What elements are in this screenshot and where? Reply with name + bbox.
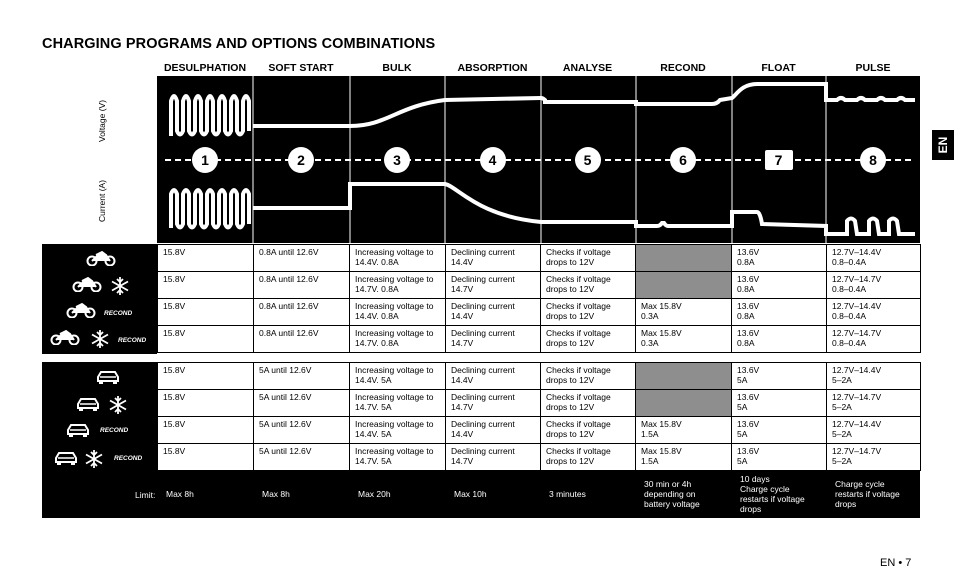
- table-cell: 15.8V: [158, 299, 254, 326]
- table-cell: Increasing voltage to 14.7V. 0.8A: [350, 272, 446, 299]
- table-row: [158, 444, 921, 471]
- table-cell: Increasing voltage to 14.4V. 0.8A: [350, 245, 446, 272]
- table-cell: 5A until 12.6V: [254, 390, 350, 417]
- table-row: [158, 417, 921, 444]
- table-cell: Increasing voltage to 14.4V. 5A: [350, 363, 446, 390]
- table-cell: [636, 363, 732, 390]
- phase-header: ANALYSE: [562, 62, 613, 74]
- current-curve: [171, 184, 915, 234]
- recond-label: RECOND: [104, 310, 133, 317]
- snowflake-icon: [108, 395, 128, 420]
- recond-label: RECOND: [114, 455, 143, 462]
- table-cell: 13.6V 5A: [732, 444, 827, 471]
- step-circle: 4: [480, 147, 506, 173]
- table-cell: 13.6V 0.8A: [732, 299, 827, 326]
- step-circle: 3: [384, 147, 410, 173]
- table-cell: Checks if voltage drops to 12V: [541, 444, 636, 471]
- table-row: [158, 299, 921, 326]
- phase-header: DESULPHATION: [163, 62, 247, 74]
- phase-header: BULK: [382, 62, 412, 74]
- table-cell: 15.8V: [158, 444, 254, 471]
- table-cell: Max 15.8V 1.5A: [636, 444, 732, 471]
- table-cell: 12.7V–14.4V 0.8–0.4A: [827, 245, 921, 272]
- table-cell: 13.6V 5A: [732, 363, 827, 390]
- table-cell: 13.6V 5A: [732, 417, 827, 444]
- table-cell: Increasing voltage to 14.4V. 0.8A: [350, 299, 446, 326]
- table-cell: Checks if voltage drops to 12V: [541, 326, 636, 353]
- table-cell: Declining current 14.4V: [446, 299, 541, 326]
- table-cell: 5A until 12.6V: [254, 363, 350, 390]
- phase-header: PULSE: [855, 62, 891, 74]
- recond-label: RECOND: [118, 337, 147, 344]
- table-cell: Increasing voltage to 14.4V. 5A: [350, 417, 446, 444]
- step-battery-marker: 7: [765, 150, 793, 170]
- language-tab: [932, 130, 954, 160]
- table-row: [158, 390, 921, 417]
- table-cell: Increasing voltage to 14.7V. 0.8A: [350, 326, 446, 353]
- table-cell: Checks if voltage drops to 12V: [541, 272, 636, 299]
- car-icon: [54, 450, 78, 471]
- car-icon: [96, 369, 120, 390]
- table-cell: Increasing voltage to 14.7V. 5A: [350, 444, 446, 471]
- recond-label: RECOND: [100, 427, 129, 434]
- table-cell: 12.7V–14.7V 0.8–0.4A: [827, 326, 921, 353]
- table-cell: Checks if voltage drops to 12V: [541, 245, 636, 272]
- table-cell: 0.8A until 12.6V: [254, 299, 350, 326]
- limit-value: Charge cycle restarts if voltage drops: [835, 479, 900, 509]
- page-number: EN • 7: [880, 557, 912, 569]
- table-cell: 15.8V: [158, 326, 254, 353]
- charging-curve-svg: [157, 76, 920, 243]
- table-cell: [636, 272, 732, 299]
- phase-header: ABSORPTION: [457, 62, 528, 74]
- table-cell: Increasing voltage to 14.7V. 5A: [350, 390, 446, 417]
- table-row: [158, 326, 921, 353]
- table-cell: 13.6V 0.8A: [732, 245, 827, 272]
- table-row: [158, 245, 921, 272]
- table-cell: 12.7V–14.4V 5–2A: [827, 417, 921, 444]
- table-cell: [636, 245, 732, 272]
- limit-row: [42, 470, 920, 518]
- current-axis-label: Current (A): [97, 179, 107, 222]
- table-cell: Declining current 14.7V: [446, 272, 541, 299]
- table-cell: Declining current 14.7V: [446, 390, 541, 417]
- table-cell: Checks if voltage drops to 12V: [541, 390, 636, 417]
- table-cell: 0.8A until 12.6V: [254, 245, 350, 272]
- limit-label: Limit:: [135, 490, 156, 500]
- limit-value: 10 days Charge cycle restarts if voltage drops: [740, 474, 805, 514]
- table-cell: 0.8A until 12.6V: [254, 272, 350, 299]
- table-row: [158, 363, 921, 390]
- table-cell: 15.8V: [158, 390, 254, 417]
- car-icon: [66, 422, 90, 443]
- charging-curve-graph: [157, 76, 920, 243]
- table-cell: Checks if voltage drops to 12V: [541, 417, 636, 444]
- voltage-axis-label: Voltage (V): [97, 99, 107, 142]
- table-cell: Declining current 14.7V: [446, 326, 541, 353]
- step-circle: 8: [860, 147, 886, 173]
- table-cell: Declining current 14.4V: [446, 417, 541, 444]
- moto-programs-table: [157, 244, 921, 353]
- table-cell: 12.7V–14.7V 5–2A: [827, 390, 921, 417]
- page-title: CHARGING PROGRAMS AND OPTIONS COMBINATIONS: [42, 36, 436, 52]
- motorcycle-icon: [66, 302, 96, 323]
- snowflake-icon: [110, 276, 130, 301]
- table-cell: 12.7V–14.7V 0.8–0.4A: [827, 272, 921, 299]
- table-cell: Max 15.8V 0.3A: [636, 326, 732, 353]
- language-tab-label: EN: [936, 136, 950, 154]
- car-icon: [76, 396, 100, 417]
- table-cell: 12.7V–14.7V 5–2A: [827, 444, 921, 471]
- table-cell: 12.7V–14.4V 5–2A: [827, 363, 921, 390]
- table-cell: [636, 390, 732, 417]
- snowflake-icon: [90, 329, 110, 354]
- table-cell: 15.8V: [158, 245, 254, 272]
- step-circle: 5: [575, 147, 601, 173]
- table-cell: Checks if voltage drops to 12V: [541, 299, 636, 326]
- table-cell: Checks if voltage drops to 12V: [541, 363, 636, 390]
- snowflake-icon: [84, 449, 104, 474]
- step-circle: 6: [670, 147, 696, 173]
- limit-value: 3 minutes: [549, 489, 586, 499]
- limit-value: Max 10h: [454, 489, 487, 499]
- phase-header: RECOND: [660, 62, 706, 74]
- table-cell: 5A until 12.6V: [254, 444, 350, 471]
- table-cell: Max 15.8V 1.5A: [636, 417, 732, 444]
- motorcycle-icon: [86, 250, 116, 271]
- car-programs-table: [157, 362, 921, 471]
- table-cell: 15.8V: [158, 417, 254, 444]
- table-cell: 15.8V: [158, 363, 254, 390]
- table-cell: 0.8A until 12.6V: [254, 326, 350, 353]
- phase-header: SOFT START: [268, 62, 334, 74]
- table-cell: 13.6V 5A: [732, 390, 827, 417]
- voltage-curve: [171, 84, 915, 136]
- table-cell: Declining current 14.7V: [446, 444, 541, 471]
- table-cell: 5A until 12.6V: [254, 417, 350, 444]
- motorcycle-icon: [72, 276, 102, 297]
- motorcycle-icon: [50, 329, 80, 350]
- table-row: [158, 272, 921, 299]
- step-circle: 1: [192, 147, 218, 173]
- table-cell: Declining current 14.4V: [446, 363, 541, 390]
- table-cell: 12.7V–14.4V 0.8–0.4A: [827, 299, 921, 326]
- limit-value: 30 min or 4h depending on battery voltage: [644, 479, 700, 509]
- table-cell: Max 15.8V 0.3A: [636, 299, 732, 326]
- table-cell: Declining current 14.4V: [446, 245, 541, 272]
- phase-header: FLOAT: [761, 62, 796, 74]
- table-cell: 13.6V 0.8A: [732, 326, 827, 353]
- limit-value: Max 8h: [166, 489, 194, 499]
- limit-value: Max 8h: [262, 489, 290, 499]
- table-cell: 15.8V: [158, 272, 254, 299]
- table-cell: 13.6V 0.8A: [732, 272, 827, 299]
- limit-value: Max 20h: [358, 489, 391, 499]
- step-circle: 2: [288, 147, 314, 173]
